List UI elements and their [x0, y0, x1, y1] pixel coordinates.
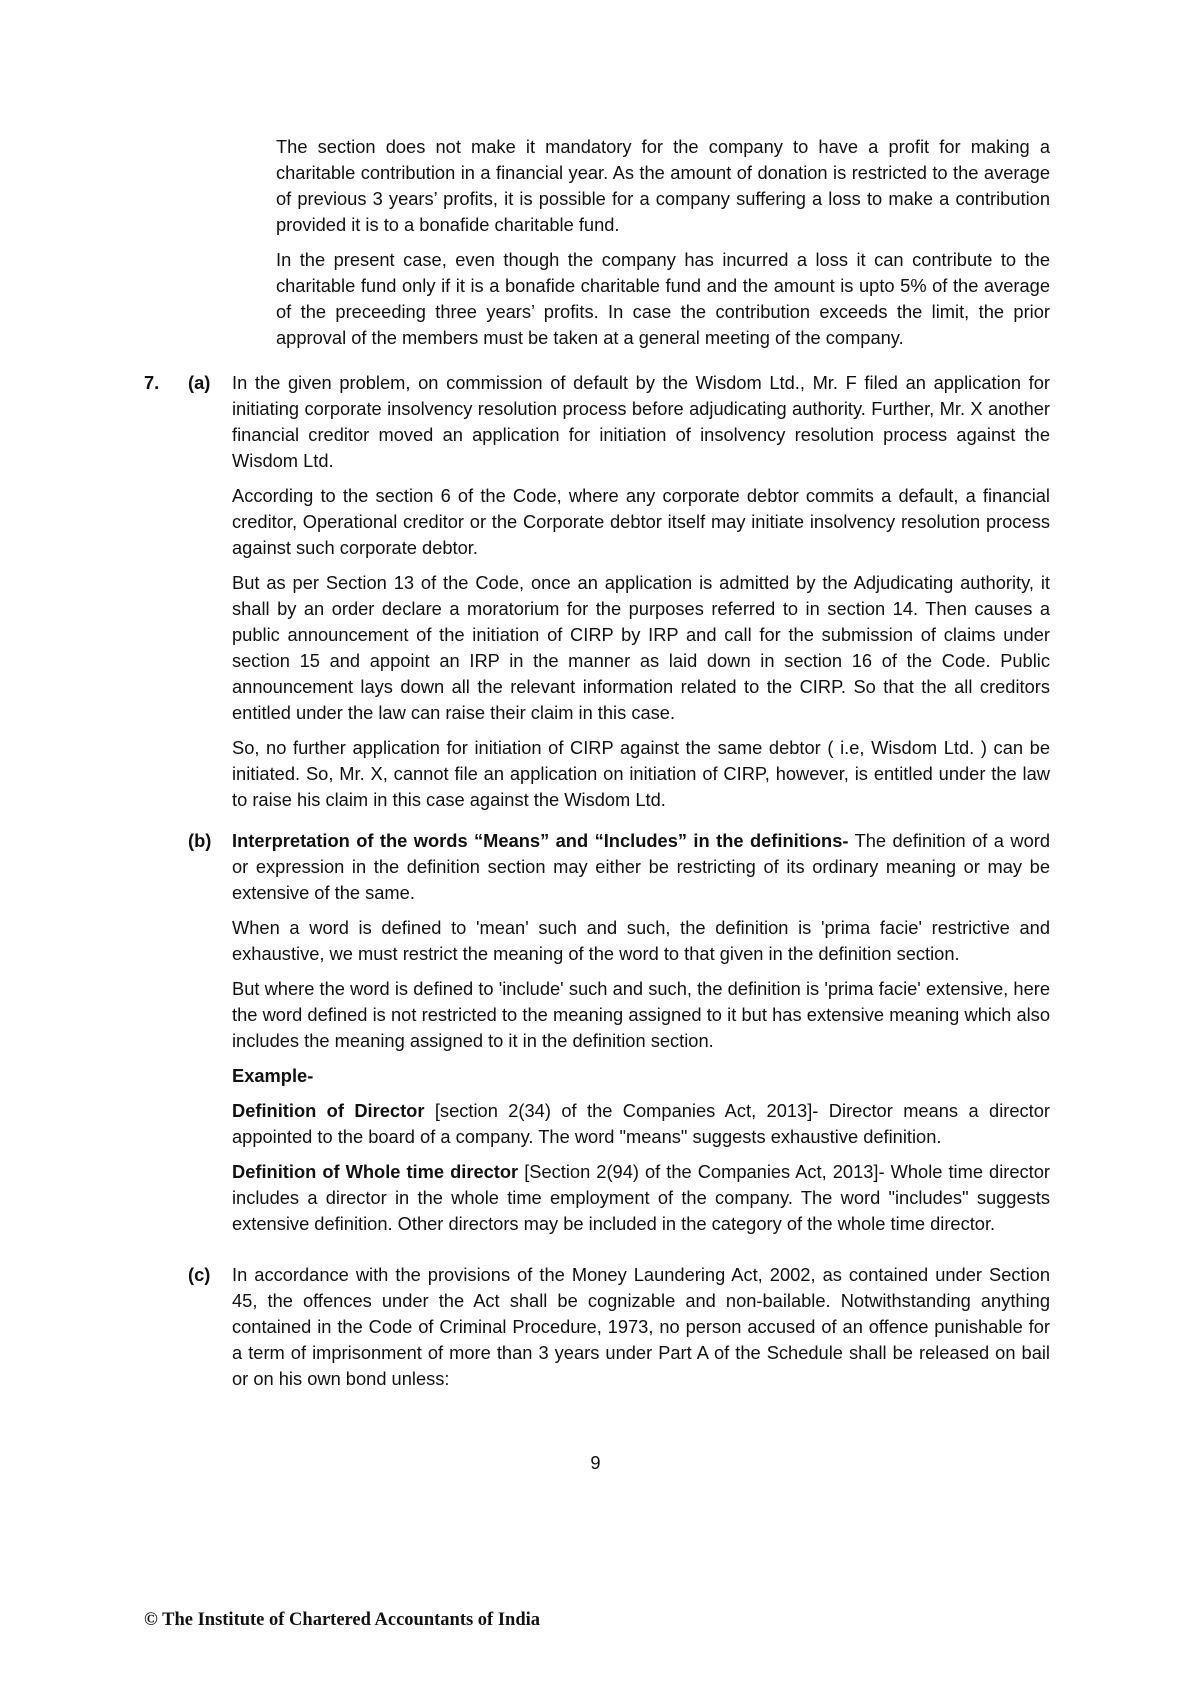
footer-copyright: © The Institute of Chartered Accountants of India	[144, 1610, 541, 1630]
part-c-section	[232, 1262, 1050, 1401]
example-director	[232, 1098, 1050, 1150]
part-b-paragraph-1	[232, 828, 1050, 906]
question-number: 7.	[144, 372, 160, 393]
part-a-section	[232, 370, 1050, 822]
page-number: 9	[590, 1452, 601, 1473]
example-director-title: Definition of Director	[232, 1100, 425, 1121]
part-b-heading: Interpretation of the words “Means” and “Includes” in the definitions-	[232, 830, 849, 851]
intro-section	[276, 134, 1050, 360]
part-b-paragraph-1-text: The definition of a word or expression in the definition section may either be restricting of its ordinary meaning or may be extensive of the same.	[232, 830, 1050, 903]
part-a-paragraph-3: But as per Section 13 of the Code, once an application is admitted by the Adjudicating authority, it shall by an order declare a moratorium for the purposes referred to in section 14. Then causes a public announcement of the initiation of CIRP by IRP and call for the submission of claims under section 15 and appoint an IRP in the manner as laid down in section 16 of the Code. Public announcement lays down all the relevant information related to the CIRP. So that the all creditors entitled under the law can raise their claim in this case.	[232, 572, 1050, 723]
part-a-paragraph-2: According to the section 6 of the Code, where any corporate debtor commits a default, a financial creditor, Operational creditor or the Corporate debtor itself may initiate insolvency resolution process against such corporate debtor.	[232, 485, 1050, 558]
part-a-label: (a)	[188, 372, 211, 393]
example-director-text: [section 2(34) of the Companies Act, 2013]- Director means a director appointed to the board of a company. The word "means" suggests exhaustive definition.	[232, 1100, 1050, 1147]
intro-paragraph-1: The section does not make it mandatory for the company to have a profit for making a charitable contribution in a financial year. As the amount of donation is restricted to the average of previous 3 years’ profits, it is possible for a company suffering a loss to make a contribution provided it is to a bonafide charitable fund.	[276, 136, 1050, 235]
example-whole-time-director	[232, 1159, 1050, 1237]
part-b-paragraph-2: When a word is defined to 'mean' such and such, the definition is 'prima facie' restrictive and exhaustive, we must restrict the meaning of the word to that given in the definition section.	[232, 917, 1050, 964]
example-label: Example-	[232, 1065, 314, 1086]
part-c-paragraph-1: In accordance with the provisions of the Money Laundering Act, 2002, as contained under Section 45, the offences under the Act shall be cognizable and non-bailable. Notwithstanding anything contained in the Code of Criminal Procedure, 1973, no person accused of an offence punishable for a term of imprisonment of more than 3 years under Part A of the Schedule shall be released on bail or on his own bond unless:	[232, 1264, 1050, 1389]
part-b-paragraph-3: But where the word is defined to 'include' such and such, the definition is 'prima facie' extensive, here the word defined is not restricted to the meaning assigned to it but has extensive meaning which also includes the meaning assigned to it in the definition section.	[232, 978, 1050, 1051]
part-b-label: (b)	[188, 830, 212, 851]
intro-paragraph-2: In the present case, even though the company has incurred a loss it can contribute to the charitable fund only if it is a bonafide charitable fund and the amount is upto 5% of the average of the preceeding three years’ profits. In case the contribution exceeds the limit, the prior approval of the members must be taken at a general meeting of the company.	[276, 249, 1050, 348]
example-whole-time-director-text: [Section 2(94) of the Companies Act, 2013]- Whole time director includes a director in the whole time employment of the company. The word "includes" suggests extensive definition. Other directors may be included in the category of the whole time director.	[232, 1161, 1050, 1234]
part-c-label: (c)	[188, 1264, 211, 1285]
example-whole-time-director-title: Definition of Whole time director	[232, 1161, 519, 1182]
part-b-section	[232, 828, 1050, 1246]
part-a-paragraph-4: So, no further application for initiation of CIRP against the same debtor ( i.e, Wisdom Ltd. ) can be initiated. So, Mr. X, cannot file an application on initiation of CIRP, however, is entitled under the law to raise his claim in this case against the Wisdom Ltd.	[232, 737, 1050, 810]
part-a-paragraph-1: In the given problem, on commission of default by the Wisdom Ltd., Mr. F filed an application for initiating corporate insolvency resolution process before adjudicating authority. Further, Mr. X another financial creditor moved an application for initiation of insolvency resolution process against the Wisdom Ltd.	[232, 372, 1050, 471]
